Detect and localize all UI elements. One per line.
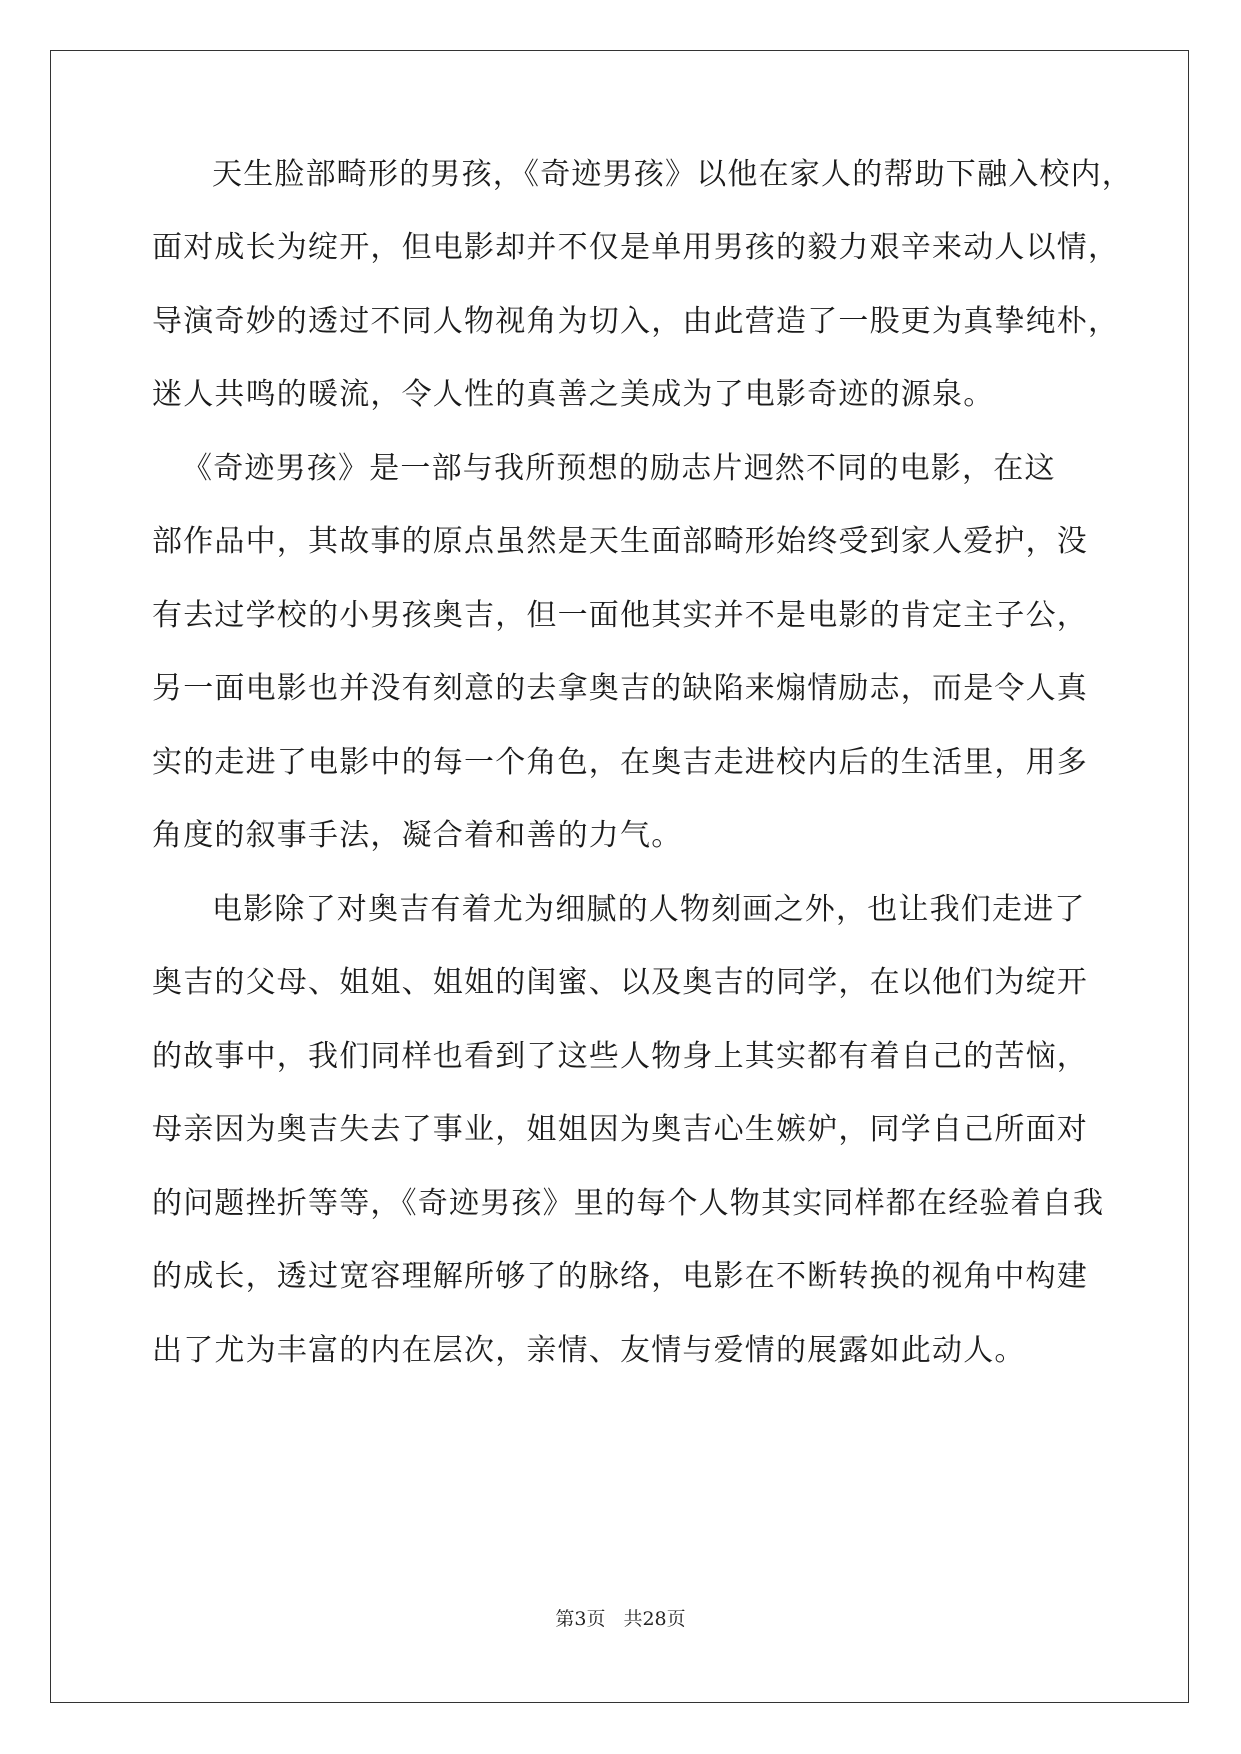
paragraph-3-line-5: 的问题挫折等等，《奇迹男孩》里的每个人物其实同样都在经验着自我 — [152, 1186, 1105, 1221]
page-footer — [0, 1604, 1241, 1631]
paragraph-3-line-6: 的成长，透过宽容理解所够了的脉络，电影在不断转换的视角中构建 — [152, 1259, 1088, 1294]
paragraph-2-line-2: 部作品中，其故事的原点虽然是天生面部畸形始终受到家人爱护，没 — [152, 524, 1088, 559]
paragraph-2-line-3: 有去过学校的小男孩奥吉，但一面他其实并不是电影的肯定主子公， — [152, 598, 1088, 633]
paragraph-3-line-4: 母亲因为奥吉失去了事业，姐姐因为奥吉心生嫉妒，同学自己所面对 — [152, 1112, 1088, 1147]
paragraph-3-line-7: 出了尤为丰富的内在层次，亲情、友情与爱情的展露如此动人。 — [152, 1333, 1026, 1368]
paragraph-1-line-2: 面对成长为绽开，但电影却并不仅是单用男孩的毅力艰辛来动人以情， — [152, 230, 1120, 265]
paragraph-2-line-6: 角度的叙事手法，凝合着和善的力气。 — [152, 818, 683, 853]
paragraph-3-line-2: 奥吉的父母、姐姐、姐姐的闺蜜、以及奥吉的同学，在以他们为绽开 — [152, 965, 1088, 1000]
paragraph-2-line-1: 《奇迹男孩》是一部与我所预想的励志片迥然不同的电影，在这 — [182, 451, 1056, 486]
page-number: 第3页 — [555, 1608, 606, 1630]
paragraph-3-line-1: 电影除了对奥吉有着尤为细腻的人物刻画之外，也让我们走进了 — [212, 892, 1086, 927]
paragraph-2-line-4: 另一面电影也并没有刻意的去拿奥吉的缺陷来煽情励志，而是令人真 — [152, 671, 1088, 706]
paragraph-1-line-4: 迷人共鸣的暖流，令人性的真善之美成为了电影奇迹的源泉。 — [152, 377, 995, 412]
paragraph-1-line-3: 导演奇妙的透过不同人物视角为切入，由此营造了一股更为真挚纯朴， — [152, 304, 1120, 339]
page-total: 共28页 — [623, 1608, 686, 1630]
paragraph-3-line-3: 的故事中，我们同样也看到了这些人物身上其实都有着自己的苦恼， — [152, 1039, 1088, 1074]
page-border — [50, 50, 1189, 1703]
paragraph-2-line-5: 实的走进了电影中的每一个角色，在奥吉走进校内后的生活里，用多 — [152, 745, 1088, 780]
paragraph-1-line-1: 天生脸部畸形的男孩，《奇迹男孩》以他在家人的帮助下融入校内， — [212, 157, 1133, 192]
